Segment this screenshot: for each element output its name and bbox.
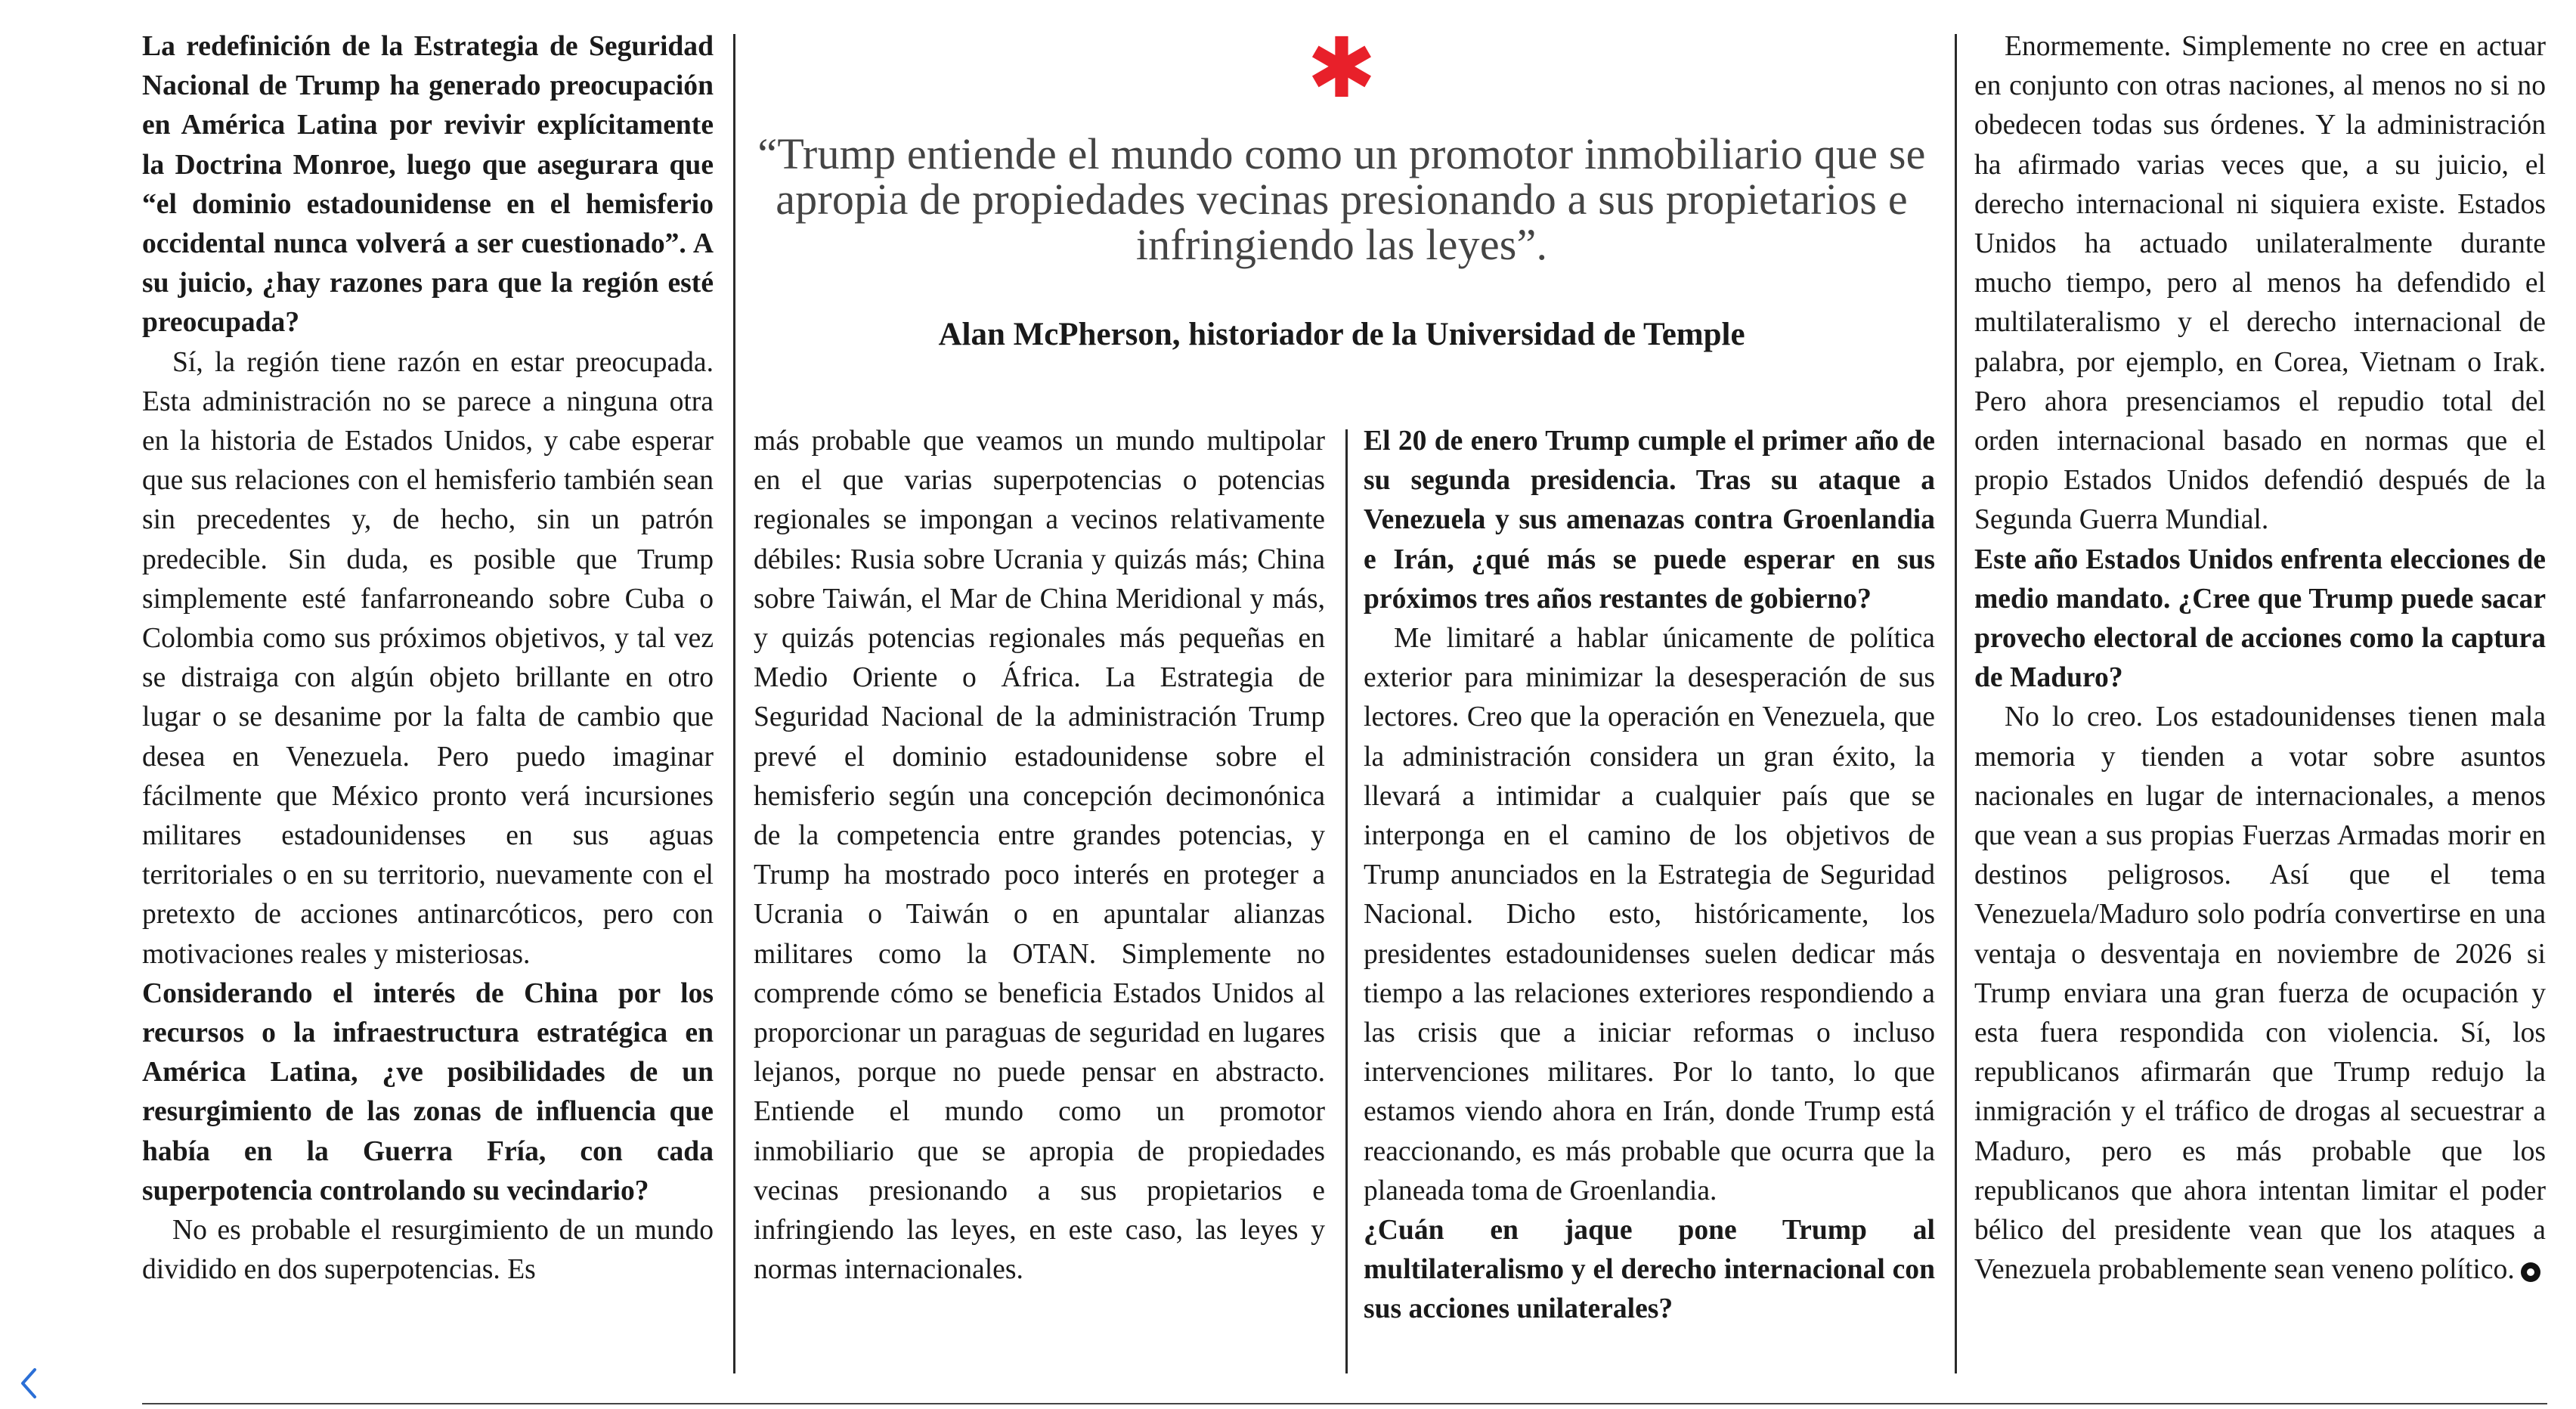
- pull-quote-author: Alan McPherson, historiador de la Universidad de Temple: [938, 317, 1745, 352]
- interview-question: Este año Estados Unidos enfrenta elecciones de medio mandato. ¿Cree que Trump puede sacar provecho electoral de acciones como la captura de Maduro?: [1974, 543, 2546, 694]
- end-mark-icon: [2521, 1262, 2540, 1282]
- interview-answer: más probable que veamos un mundo multipolar en el que varias superpotencias o potencias regionales se impongan a vecinos relativamente débiles: Rusia sobre Ucrania y quizás más; China sobre Taiwán, el Mar de China Meridional y más, y quizás potencias regionales más pequeñas en Medio Oriente o África. La Estrategia de Seguridad Nacional de la administración Trump prevé el dominio estadounidense sobre el hemisferio según una concepción decimonónica de la competencia entre grandes potencias, y Trump ha mostrado poco interés en proteger a Ucrania o Taiwán o en apuntalar alianzas militares como la OTAN. Simplemente no comprende cómo se beneficia Estados Unidos al proporcionar un paraguas de seguridad en lugares lejanos, porque no puede pensar en abstracto. Entiende el mundo como un promotor inmobiliario que se apropia de propiedades vecinas presionando a sus propietarios e infringiendo las leyes, en este caso, las leyes y normas internacionales.: [754, 426, 1325, 1286]
- chevron-left-icon: [17, 1365, 39, 1401]
- back-button[interactable]: [11, 1361, 45, 1406]
- column-divider: [1345, 429, 1348, 1373]
- pull-quote: [748, 20, 1935, 353]
- interview-question: Considerando el interés de China por los recursos o la infraestructura estratégica en América Latina, ¿ve posibilidades de un resurgimiento de las zonas de influencia que había en la Guerra Fría, con cada superpotencia controlando su vecindario?: [142, 977, 714, 1206]
- column-divider: [733, 34, 735, 1373]
- interview-answer: Me limitaré a hablar únicamente de política exterior para minimizar la desesperación de sus lectores. Creo que la operación en Venezuela, que la administración considera un gran éxito, la llevará a intimidar a cualquier país que se interponga en el camino de los objetivos de Trump anunciados en la Estrategia de Seguridad Nacional. Dicho esto, históricamente, los presidentes estadounidenses suelen dedicar más tiempo a las relaciones exteriores respondiendo a las crisis que a iniciar reformas o incluso intervenciones militares. Por lo tanto, lo que estamos viendo ahora en Irán, donde Trump está reaccionando, es más probable que ocurra que la planeada toma de Groenlandia.: [1364, 623, 1935, 1206]
- pull-quote-text: “Trump entiende el mundo como un promotor inmobiliario que se apropia de propiedades vecinas presionando a sus propietarios e infringiendo las leyes”.: [757, 129, 1926, 269]
- article-column-3: [1364, 422, 1935, 1330]
- interview-answer: [1974, 698, 2546, 1290]
- answer-text: No lo creo. Los estadounidenses tienen mala memoria y tienden a votar sobre asuntos nacionales en lugar de internacionales, a menos que vean a sus propias Fuerzas Armadas morir en destinos peligrosos. Así que el tema Venezuela/Maduro solo podría convertirse en una ventaja o desventaja en noviembre de 2026 si Trump enviara una gran fuerza de ocupación y esta fuera respondida con violencia. Sí, los republicanos afirmarán que Trump redujo la inmigración y el tráfico de drogas al secuestrar a Maduro, pero es más probable que los republicanos que ahora intentan limitar el poder bélico del presidente vean que los ataques a Venezuela probablemente sean veneno político.: [1974, 701, 2546, 1286]
- interview-question: El 20 de enero Trump cumple el primer año de su segunda presidencia. Tras su ataque a Venezuela y sus amenazas contra Groenlandia e Irán, ¿qué más se puede esperar en sus próximos tres años restantes de gobierno?: [1364, 426, 1935, 615]
- interview-answer: Sí, la región tiene razón en estar preocupada. Esta administración no se parece a ninguna otra en la historia de Estados Unidos, y cabe esperar que sus relaciones con el hemisferio también sean sin precedentes y, de hecho, sin un patrón predecible. Sin duda, es posible que Trump simplemente esté fanfarroneando sobre Cuba o Colombia como sus próximos objetivos, y tal vez se distraiga con algún objeto brillante en otro lugar o se desanime por la falta de cambio que desea en Venezuela. Pero puedo imaginar fácilmente que México pronto verá incursiones militares estadounidenses en sus aguas territoriales o en su territorio, nuevamente con el pretexto de acciones antinarcóticos, pero con motivaciones reales y misteriosas.: [142, 346, 714, 970]
- article-column-4: [1974, 27, 2546, 1290]
- article-column-1: [142, 27, 714, 1290]
- article-column-2: [754, 422, 1325, 1290]
- asterisk-icon: ✱: [1306, 20, 1377, 116]
- interview-question: ¿Cuán en jaque pone Trump al multilateralismo y el derecho internacional con sus acciones unilaterales?: [1364, 1215, 1935, 1325]
- interview-answer: Enormemente. Simplemente no cree en actuar en conjunto con otras naciones, al menos no si no obedecen todas sus órdenes. Y la administración ha afirmado varias veces que, a su juicio, el derecho internacional ni siquiera existe. Estados Unidos ha actuado unilateralmente durante mucho tiempo, pero al menos ha defendido el multilateralismo y el derecho internacional de palabra, por ejemplo, en Corea, Vietnam o Irak. Pero ahora presenciamos el repudio total del orden internacional basado en normas que el propio Estados Unidos defendió después de la Segunda Guerra Mundial.: [1974, 31, 2546, 536]
- bottom-rule: [142, 1403, 2547, 1404]
- interview-answer: No es probable el resurgimiento de un mundo dividido en dos superpotencias. Es: [142, 1215, 714, 1286]
- interview-question: La redefinición de la Estrategia de Seguridad Nacional de Trump ha generado preocupación en América Latina por revivir explícitamente la Doctrina Monroe, luego que asegurara que “el dominio estadounidense en el hemisferio occidental nunca volverá a ser cuestionado”. A su juicio, ¿hay razones para que la región esté preocupada?: [142, 31, 714, 339]
- column-divider: [1955, 34, 1957, 1373]
